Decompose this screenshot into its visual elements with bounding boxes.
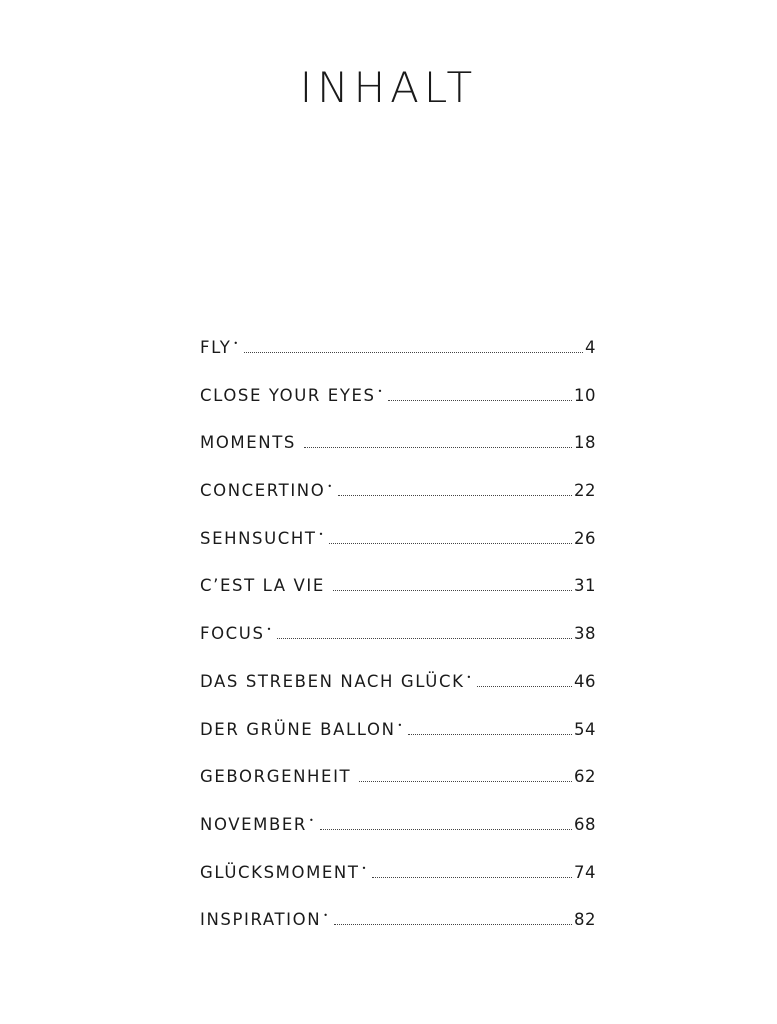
toc-entry-gluecksmoment[interactable] bbox=[200, 859, 596, 907]
toc-entry-marker: • bbox=[327, 482, 333, 492]
toc-entry-marker: • bbox=[397, 720, 403, 730]
toc-entry-page-number: 68 bbox=[574, 814, 596, 834]
toc-entry-page-number: 26 bbox=[574, 528, 596, 548]
toc-entry-marker: • bbox=[233, 339, 239, 348]
toc-entry-sehnsucht[interactable] bbox=[200, 525, 596, 573]
dot-leader bbox=[408, 734, 572, 735]
toc-entry-november[interactable] bbox=[200, 811, 596, 859]
dot-leader bbox=[244, 352, 583, 353]
dot-leader bbox=[277, 638, 572, 639]
toc-entry-der-gruene-ballon[interactable] bbox=[200, 716, 596, 764]
toc-entry-page-number: 46 bbox=[574, 671, 596, 691]
toc-entry-marker: • bbox=[323, 911, 328, 921]
toc-entry-focus[interactable] bbox=[200, 620, 596, 668]
dot-leader bbox=[334, 924, 572, 925]
toc-entry-page-number: 22 bbox=[574, 481, 596, 501]
toc-entry-fly[interactable] bbox=[200, 334, 596, 382]
toc-entry-page-number: 54 bbox=[574, 719, 596, 739]
toc-entry-title: GEBORGENHEIT bbox=[200, 767, 352, 787]
toc-entry-page-number: 82 bbox=[574, 910, 596, 930]
toc-entry-title: DAS STREBEN NACH GLÜCK bbox=[200, 671, 465, 691]
dot-leader bbox=[304, 447, 572, 448]
dot-leader bbox=[333, 590, 572, 591]
toc-entry-das-streben-nach-glueck[interactable] bbox=[200, 668, 596, 716]
dot-leader bbox=[329, 543, 572, 544]
toc-entry-concertino[interactable] bbox=[200, 477, 596, 525]
table-of-contents bbox=[200, 334, 596, 954]
toc-entry-marker: • bbox=[466, 672, 472, 682]
toc-entry-page-number: 62 bbox=[574, 767, 596, 787]
toc-entry-close-your-eyes[interactable] bbox=[200, 382, 596, 430]
toc-entry-marker: • bbox=[309, 815, 314, 825]
dot-leader bbox=[477, 686, 572, 687]
toc-entry-title: FOCUS bbox=[200, 624, 265, 644]
toc-entry-title: DER GRÜNE BALLON bbox=[200, 719, 396, 739]
toc-entry-title: MOMENTS bbox=[200, 433, 296, 453]
toc-entry-page-number: 38 bbox=[574, 624, 596, 644]
toc-entry-page-number: 10 bbox=[574, 385, 596, 405]
toc-entry-title: GLÜCKSMOMENT bbox=[200, 862, 360, 882]
toc-entry-marker: • bbox=[266, 625, 272, 635]
page-title: INHALT bbox=[299, 63, 478, 112]
toc-entry-marker: • bbox=[361, 863, 367, 873]
dot-leader bbox=[372, 877, 572, 878]
dot-leader bbox=[320, 829, 572, 830]
toc-entry-title: FLY bbox=[200, 338, 232, 357]
dot-leader bbox=[338, 495, 572, 496]
toc-entry-marker: • bbox=[377, 386, 383, 396]
toc-entry-inspiration[interactable] bbox=[200, 906, 596, 954]
toc-entry-geborgenheit[interactable] bbox=[200, 763, 596, 811]
toc-entry-cest-la-vie[interactable] bbox=[200, 572, 596, 620]
toc-entry-page-number: 31 bbox=[574, 576, 596, 596]
toc-entry-title: C’EST LA VIE bbox=[200, 576, 325, 596]
toc-entry-title: CONCERTINO bbox=[200, 481, 326, 501]
toc-entry-page-number: 74 bbox=[574, 862, 596, 882]
dot-leader bbox=[388, 400, 572, 401]
toc-entry-title: SEHNSUCHT bbox=[200, 528, 317, 548]
toc-entry-page-number: 18 bbox=[574, 433, 596, 453]
toc-entry-title: NOVEMBER bbox=[200, 814, 307, 834]
toc-entry-title: INSPIRATION bbox=[200, 910, 322, 930]
toc-entry-page-number: 4 bbox=[585, 338, 596, 357]
toc-entry-moments[interactable] bbox=[200, 429, 596, 477]
toc-entry-marker: • bbox=[318, 529, 324, 539]
toc-entry-title: CLOSE YOUR EYES bbox=[200, 385, 376, 405]
dot-leader bbox=[359, 781, 572, 782]
